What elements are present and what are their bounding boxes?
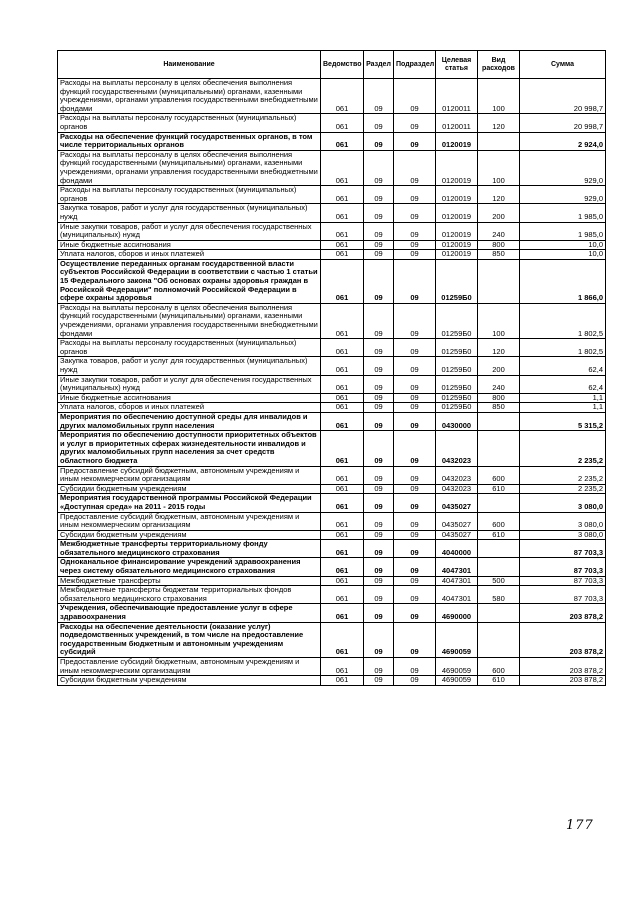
cell-name: Осуществление переданных органам государственной власти субъектов Российской Федерации в соответствии с частью 1 статьи 15 Федерального закона "Об основах охраны здоровья граждан в Российской Федерации" полномочий Российской Федерации в сфере охраны здоровья: [58, 259, 321, 303]
cell-v: [478, 622, 520, 657]
cell-v: 120: [478, 339, 520, 357]
cell-v: 610: [478, 484, 520, 494]
table-row: [58, 250, 606, 260]
cell-name: Закупка товаров, работ и услуг для государственных (муниципальных) нужд: [58, 204, 321, 222]
cell-sum: 1 985,0: [520, 204, 606, 222]
cell-name: Субсидии бюджетным учреждениям: [58, 530, 321, 540]
cell-name: Уплата налогов, сборов и иных платежей: [58, 403, 321, 413]
cell-ss: 09: [394, 403, 436, 413]
cell-name: Расходы на обеспечение функций государственных органов, в том числе территориальных органов: [58, 132, 321, 150]
cell-sum: 20 998,7: [520, 79, 606, 114]
cell-name: Мероприятия по обеспечению доступности приоритетных объектов и услуг в приоритетных сферах жизнедеятельности инвалидов и других маломобильных групп населения за счет средств областного бюджета: [58, 431, 321, 466]
cell-d: 061: [321, 357, 364, 375]
cell-ss: 09: [394, 622, 436, 657]
cell-t: 01259Б0: [436, 357, 478, 375]
table-row: [58, 204, 606, 222]
page-number: 177: [566, 818, 594, 833]
cell-t: 4690059: [436, 676, 478, 686]
cell-t: 4047301: [436, 558, 478, 576]
cell-s: 09: [364, 186, 394, 204]
table-row: [58, 403, 606, 413]
cell-sum: 1 802,5: [520, 339, 606, 357]
cell-v: 120: [478, 186, 520, 204]
table-row: [58, 658, 606, 676]
table-row: [58, 484, 606, 494]
cell-name: Предоставление субсидий бюджетным, автономным учреждениям и иным некоммерческим организациям: [58, 658, 321, 676]
cell-t: 0120011: [436, 79, 478, 114]
cell-v: 850: [478, 403, 520, 413]
table-row: [58, 375, 606, 393]
cell-sum: 2 924,0: [520, 132, 606, 150]
cell-sum: 62,4: [520, 375, 606, 393]
cell-sum: 87 703,3: [520, 558, 606, 576]
cell-sum: 929,0: [520, 150, 606, 185]
cell-s: 09: [364, 466, 394, 484]
cell-ss: 09: [394, 658, 436, 676]
cell-ss: 09: [394, 558, 436, 576]
cell-ss: 09: [394, 576, 436, 586]
cell-t: 0120019: [436, 186, 478, 204]
cell-t: 4690000: [436, 604, 478, 622]
cell-d: 061: [321, 466, 364, 484]
cell-s: 09: [364, 357, 394, 375]
cell-t: 0120019: [436, 132, 478, 150]
cell-s: 09: [364, 622, 394, 657]
cell-name: Мероприятия государственной программы Российской Федерации «Доступная среда» на 2011 - 2015 годы: [58, 494, 321, 512]
table-row: [58, 558, 606, 576]
cell-v: [478, 558, 520, 576]
cell-sum: 203 878,2: [520, 604, 606, 622]
header-subsection: Подраздел: [394, 51, 436, 79]
cell-d: 061: [321, 494, 364, 512]
cell-sum: 87 703,3: [520, 540, 606, 558]
table-row: [58, 222, 606, 240]
cell-s: 09: [364, 586, 394, 604]
cell-sum: 2 235,2: [520, 484, 606, 494]
cell-t: 0430000: [436, 412, 478, 430]
cell-d: 061: [321, 622, 364, 657]
cell-name: Межбюджетные трансферты территориальному фонду обязательного медицинского страхования: [58, 540, 321, 558]
cell-v: 100: [478, 79, 520, 114]
cell-t: 01259Б0: [436, 393, 478, 403]
cell-ss: 09: [394, 604, 436, 622]
cell-s: 09: [364, 403, 394, 413]
cell-v: 580: [478, 586, 520, 604]
cell-s: 09: [364, 240, 394, 250]
table-row: [58, 576, 606, 586]
cell-ss: 09: [394, 466, 436, 484]
cell-s: 09: [364, 412, 394, 430]
cell-ss: 09: [394, 250, 436, 260]
cell-s: 09: [364, 558, 394, 576]
header-name: Наименование: [58, 51, 321, 79]
table-row: [58, 357, 606, 375]
cell-s: 09: [364, 393, 394, 403]
cell-d: 061: [321, 604, 364, 622]
cell-d: 061: [321, 303, 364, 338]
cell-v: 610: [478, 676, 520, 686]
cell-name: Расходы на обеспечение деятельности (оказание услуг) подведомственных учреждений, в том числе на предоставление государственным бюджетным и автономным учреждениям субсидий: [58, 622, 321, 657]
cell-t: 0435027: [436, 512, 478, 530]
cell-ss: 09: [394, 259, 436, 303]
cell-name: Расходы на выплаты персоналу государственных (муниципальных) органов: [58, 339, 321, 357]
cell-t: 01259Б0: [436, 259, 478, 303]
cell-t: 4047301: [436, 586, 478, 604]
cell-t: 0432023: [436, 484, 478, 494]
cell-v: 800: [478, 393, 520, 403]
cell-s: 09: [364, 339, 394, 357]
table-row: [58, 240, 606, 250]
cell-s: 09: [364, 132, 394, 150]
cell-sum: 2 235,2: [520, 466, 606, 484]
cell-ss: 09: [394, 375, 436, 393]
cell-sum: 3 080,0: [520, 512, 606, 530]
cell-name: Учреждения, обеспечивающие предоставление услуг в сфере здравоохранения: [58, 604, 321, 622]
cell-t: 01259Б0: [436, 375, 478, 393]
cell-v: 850: [478, 250, 520, 260]
cell-sum: 203 878,2: [520, 622, 606, 657]
table-row: [58, 676, 606, 686]
table-row: [58, 259, 606, 303]
cell-d: 061: [321, 79, 364, 114]
cell-name: Одноканальное финансирование учреждений здравоохранения через систему обязательного медицинского страхования: [58, 558, 321, 576]
cell-name: Субсидии бюджетным учреждениям: [58, 484, 321, 494]
cell-t: 01259Б0: [436, 303, 478, 338]
cell-v: [478, 132, 520, 150]
cell-name: Предоставление субсидий бюджетным, автономным учреждениям и иным некоммерческим организациям: [58, 512, 321, 530]
cell-s: 09: [364, 259, 394, 303]
cell-s: 09: [364, 150, 394, 185]
cell-v: 240: [478, 375, 520, 393]
cell-v: 610: [478, 530, 520, 540]
cell-s: 09: [364, 494, 394, 512]
cell-t: 4690059: [436, 622, 478, 657]
cell-name: Уплата налогов, сборов и иных платежей: [58, 250, 321, 260]
table-row: [58, 393, 606, 403]
cell-name: Расходы на выплаты персоналу в целях обеспечения выполнения функций государственными (муниципальными) органами, казенными учреждениями, органами управления государственными внебюджетными фондами: [58, 150, 321, 185]
cell-v: [478, 412, 520, 430]
cell-d: 061: [321, 375, 364, 393]
cell-ss: 09: [394, 494, 436, 512]
cell-name: Предоставление субсидий бюджетным, автономным учреждениям и иным некоммерческим организациям: [58, 466, 321, 484]
table-row: [58, 586, 606, 604]
budget-table-sheet: [57, 50, 605, 686]
cell-v: 200: [478, 357, 520, 375]
cell-sum: 10,0: [520, 250, 606, 260]
header-section: Раздел: [364, 51, 394, 79]
cell-d: 061: [321, 204, 364, 222]
cell-ss: 09: [394, 240, 436, 250]
cell-ss: 09: [394, 393, 436, 403]
cell-sum: 3 080,0: [520, 494, 606, 512]
cell-v: 600: [478, 512, 520, 530]
cell-sum: 1,1: [520, 403, 606, 413]
cell-d: 061: [321, 576, 364, 586]
cell-d: 061: [321, 186, 364, 204]
cell-sum: 2 235,2: [520, 431, 606, 466]
cell-sum: 87 703,3: [520, 576, 606, 586]
cell-t: 0120019: [436, 240, 478, 250]
cell-t: 0435027: [436, 530, 478, 540]
cell-d: 061: [321, 530, 364, 540]
cell-sum: 1,1: [520, 393, 606, 403]
cell-sum: 62,4: [520, 357, 606, 375]
cell-s: 09: [364, 204, 394, 222]
cell-d: 061: [321, 250, 364, 260]
cell-v: [478, 604, 520, 622]
cell-ss: 09: [394, 512, 436, 530]
table-row: [58, 79, 606, 114]
cell-t: 0120019: [436, 222, 478, 240]
cell-v: [478, 431, 520, 466]
cell-ss: 09: [394, 540, 436, 558]
cell-s: 09: [364, 530, 394, 540]
cell-sum: 10,0: [520, 240, 606, 250]
table-row: [58, 412, 606, 430]
cell-sum: 5 315,2: [520, 412, 606, 430]
cell-v: [478, 540, 520, 558]
cell-v: 120: [478, 114, 520, 132]
cell-d: 061: [321, 658, 364, 676]
cell-s: 09: [364, 576, 394, 586]
cell-v: 200: [478, 204, 520, 222]
cell-d: 061: [321, 339, 364, 357]
cell-v: 100: [478, 303, 520, 338]
cell-ss: 09: [394, 676, 436, 686]
cell-v: [478, 259, 520, 303]
cell-sum: 20 998,7: [520, 114, 606, 132]
table-row: [58, 150, 606, 185]
cell-name: Субсидии бюджетным учреждениям: [58, 676, 321, 686]
cell-t: 0432023: [436, 466, 478, 484]
cell-s: 09: [364, 484, 394, 494]
cell-t: 01259Б0: [436, 339, 478, 357]
cell-s: 09: [364, 79, 394, 114]
cell-d: 061: [321, 512, 364, 530]
table-row: [58, 540, 606, 558]
cell-sum: 1 866,0: [520, 259, 606, 303]
cell-d: 061: [321, 676, 364, 686]
cell-s: 09: [364, 375, 394, 393]
cell-ss: 09: [394, 132, 436, 150]
cell-name: Иные бюджетные ассигнования: [58, 240, 321, 250]
cell-d: 061: [321, 132, 364, 150]
table-row: [58, 303, 606, 338]
cell-d: 061: [321, 431, 364, 466]
cell-t: 4047301: [436, 576, 478, 586]
cell-s: 09: [364, 114, 394, 132]
cell-ss: 09: [394, 530, 436, 540]
cell-d: 061: [321, 558, 364, 576]
cell-name: Расходы на выплаты персоналу в целях обеспечения выполнения функций государственными (муниципальными) органами, казенными учреждениями, органами управления государственными внебюджетными фондами: [58, 79, 321, 114]
cell-name: Иные закупки товаров, работ и услуг для обеспечения государственных (муниципальных) нужд: [58, 375, 321, 393]
table-row: [58, 604, 606, 622]
cell-ss: 09: [394, 586, 436, 604]
table-header-row: [58, 51, 606, 79]
cell-name: Расходы на выплаты персоналу государственных (муниципальных) органов: [58, 114, 321, 132]
cell-sum: 203 878,2: [520, 658, 606, 676]
cell-s: 09: [364, 303, 394, 338]
cell-s: 09: [364, 658, 394, 676]
cell-s: 09: [364, 604, 394, 622]
cell-d: 061: [321, 412, 364, 430]
cell-s: 09: [364, 676, 394, 686]
budget-table: [57, 50, 606, 686]
cell-sum: 929,0: [520, 186, 606, 204]
table-row: [58, 431, 606, 466]
cell-ss: 09: [394, 484, 436, 494]
table-row: [58, 132, 606, 150]
table-row: [58, 114, 606, 132]
cell-d: 061: [321, 586, 364, 604]
cell-t: 0120011: [436, 114, 478, 132]
cell-t: 0120019: [436, 204, 478, 222]
cell-d: 061: [321, 222, 364, 240]
cell-t: 0120019: [436, 150, 478, 185]
header-type: Вид расходов: [478, 51, 520, 79]
table-row: [58, 466, 606, 484]
cell-v: [478, 494, 520, 512]
cell-sum: 203 878,2: [520, 676, 606, 686]
cell-name: Мероприятия по обеспечению доступной среды для инвалидов и других маломобильных групп населения: [58, 412, 321, 430]
cell-v: 100: [478, 150, 520, 185]
cell-s: 09: [364, 540, 394, 558]
cell-v: 600: [478, 658, 520, 676]
cell-t: 01259Б0: [436, 403, 478, 413]
cell-ss: 09: [394, 114, 436, 132]
cell-d: 061: [321, 403, 364, 413]
table-row: [58, 186, 606, 204]
cell-t: 0432023: [436, 431, 478, 466]
cell-ss: 09: [394, 204, 436, 222]
cell-d: 061: [321, 484, 364, 494]
cell-d: 061: [321, 150, 364, 185]
cell-s: 09: [364, 250, 394, 260]
cell-s: 09: [364, 431, 394, 466]
cell-t: 4040000: [436, 540, 478, 558]
cell-ss: 09: [394, 339, 436, 357]
cell-ss: 09: [394, 357, 436, 375]
cell-ss: 09: [394, 222, 436, 240]
cell-d: 061: [321, 114, 364, 132]
cell-d: 061: [321, 393, 364, 403]
cell-s: 09: [364, 222, 394, 240]
table-row: [58, 622, 606, 657]
cell-d: 061: [321, 240, 364, 250]
cell-ss: 09: [394, 150, 436, 185]
cell-v: 500: [478, 576, 520, 586]
cell-d: 061: [321, 540, 364, 558]
cell-name: Иные закупки товаров, работ и услуг для обеспечения государственных (муниципальных) нужд: [58, 222, 321, 240]
cell-ss: 09: [394, 431, 436, 466]
cell-ss: 09: [394, 186, 436, 204]
cell-name: Межбюджетные трансферты бюджетам территориальных фондов обязательного медицинского страхования: [58, 586, 321, 604]
table-row: [58, 512, 606, 530]
cell-v: 240: [478, 222, 520, 240]
cell-sum: 3 080,0: [520, 530, 606, 540]
cell-t: 4690059: [436, 658, 478, 676]
cell-v: 600: [478, 466, 520, 484]
cell-d: 061: [321, 259, 364, 303]
cell-ss: 09: [394, 79, 436, 114]
cell-t: 0120019: [436, 250, 478, 260]
cell-name: Закупка товаров, работ и услуг для государственных (муниципальных) нужд: [58, 357, 321, 375]
table-row: [58, 494, 606, 512]
cell-ss: 09: [394, 303, 436, 338]
cell-s: 09: [364, 512, 394, 530]
cell-sum: 87 703,3: [520, 586, 606, 604]
header-sum: Сумма: [520, 51, 606, 79]
cell-v: 800: [478, 240, 520, 250]
cell-t: 0435027: [436, 494, 478, 512]
cell-name: Межбюджетные трансферты: [58, 576, 321, 586]
cell-name: Расходы на выплаты персоналу в целях обеспечения выполнения функций государственными (муниципальными) органами, казенными учреждениями, органами управления государственными внебюджетными фондами: [58, 303, 321, 338]
table-row: [58, 339, 606, 357]
table-row: [58, 530, 606, 540]
cell-name: Расходы на выплаты персоналу государственных (муниципальных) органов: [58, 186, 321, 204]
header-target: Целевая статья: [436, 51, 478, 79]
cell-name: Иные бюджетные ассигнования: [58, 393, 321, 403]
cell-sum: 1 802,5: [520, 303, 606, 338]
cell-ss: 09: [394, 412, 436, 430]
cell-sum: 1 985,0: [520, 222, 606, 240]
header-dept: Ведомство: [321, 51, 364, 79]
